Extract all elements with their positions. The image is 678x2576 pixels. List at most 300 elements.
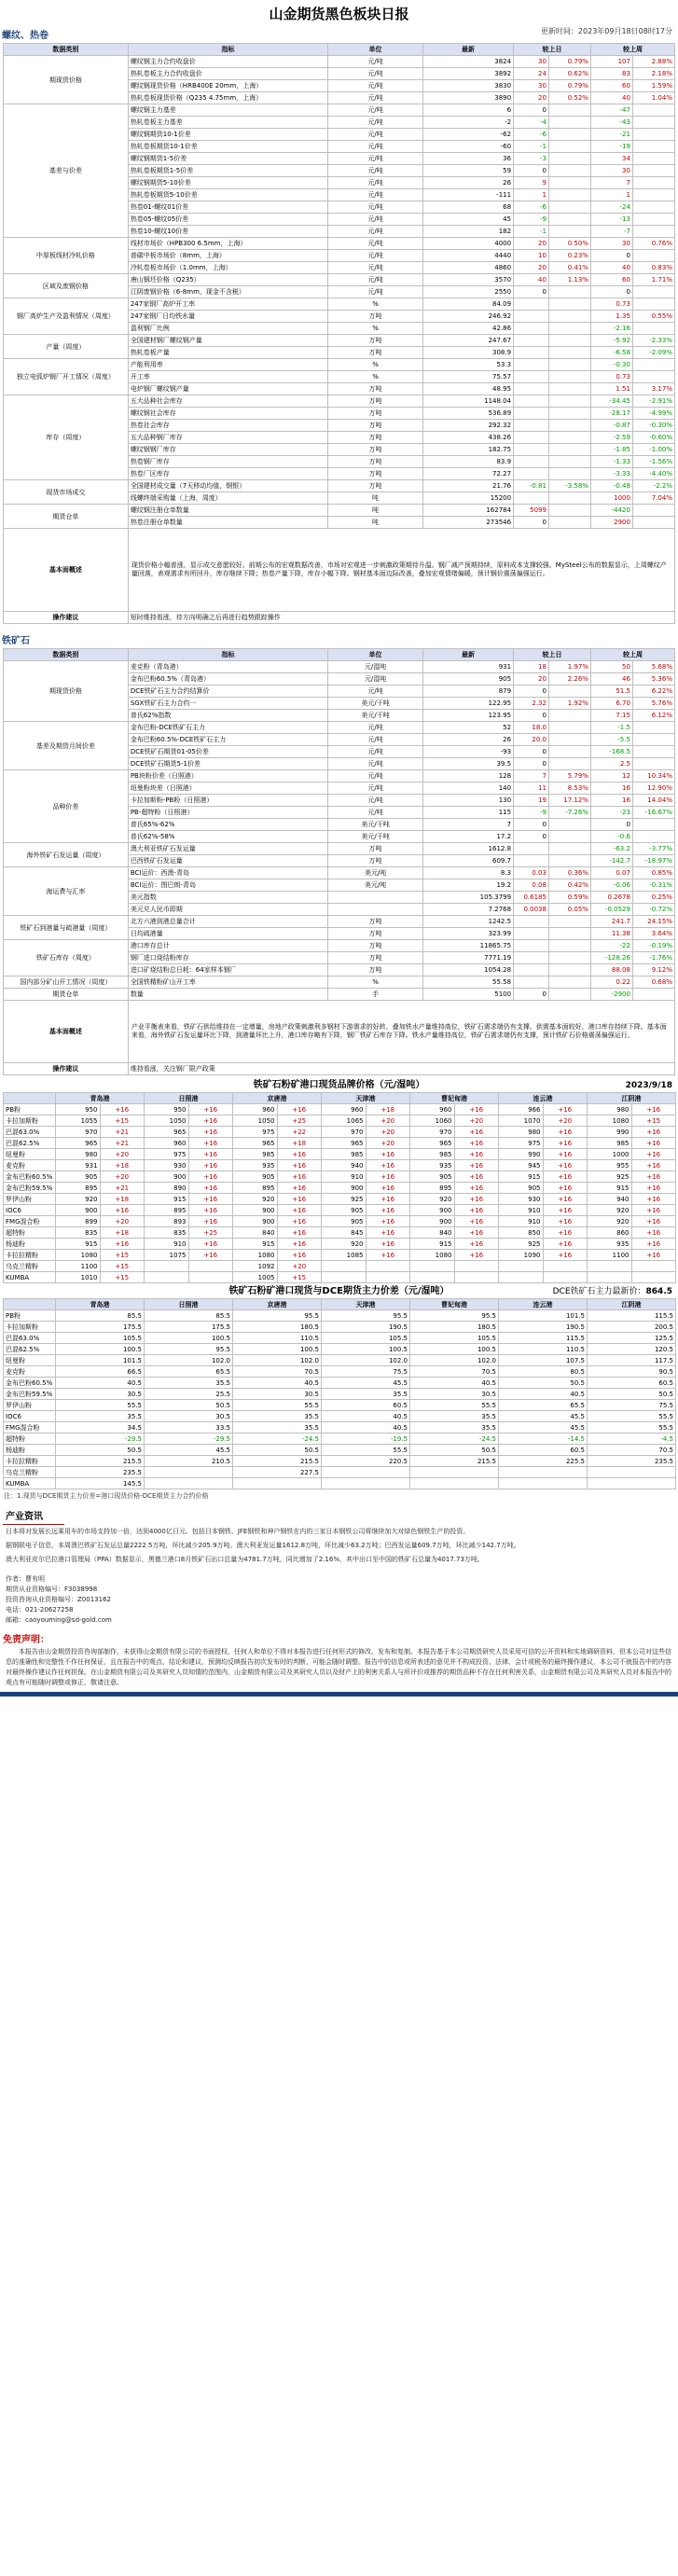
spot-row xyxy=(4,1261,676,1272)
steel-row-day-change: 24 xyxy=(514,68,549,80)
basis-row-name: 巴混62.5% xyxy=(4,1344,56,1355)
basis-row-name: 杨迪粉 xyxy=(4,1445,56,1456)
steel-row-day-change: 20 xyxy=(514,262,549,274)
steel-row-indicator: 电炉钢厂螺纹钢产量 xyxy=(128,383,327,395)
spot-row-price: 945 xyxy=(499,1160,544,1171)
ore-fundamental-text: 产业平衡表来看，铁矿石供给维持在一定增量，房地产政策刺激利多钢材下游需求的好转，叠加铁水产量维持高位，铁矿石需求端仍有支撑。供需基本面较好，港口库存持续下降。基本面来看，海外铁矿石发运量环比下降，到港量环比上升，港口库存略有下降，钢厂铁矿石库存下降。铁水产量维持高位，铁矿石需求端仍有支撑，预计铁矿石价格震荡偏强运行。 xyxy=(128,1001,674,1063)
spot-row-change: +18 xyxy=(100,1227,145,1239)
basis-row-value xyxy=(145,1467,233,1478)
steel-row-unit: 万吨 xyxy=(328,335,423,347)
steel-row-unit: 万吨 xyxy=(328,468,423,480)
author-line: 电话：021-20627258 xyxy=(6,1606,74,1613)
basis-row xyxy=(4,1322,676,1333)
basis-port-header: 曹妃甸港 xyxy=(410,1299,499,1310)
spot-row-change: +16 xyxy=(277,1250,322,1261)
spot-row-price: 960 xyxy=(145,1138,189,1149)
spot-row-name: 巴混63.0% xyxy=(4,1127,56,1138)
ore-row-latest: 26 xyxy=(422,734,513,746)
spot-row-change: +18 xyxy=(100,1194,145,1205)
steel-row-day-pct xyxy=(548,383,590,395)
ore-row xyxy=(4,722,675,734)
col-unit: 单位 xyxy=(328,44,423,56)
ore-row-day-change: 0 xyxy=(514,686,549,698)
basis-row-value: 45.5 xyxy=(499,1411,588,1422)
spot-row-price: 980 xyxy=(499,1127,544,1138)
steel-row-day-change xyxy=(514,311,549,323)
steel-row-day-change xyxy=(514,335,549,347)
ore-row-indicator: 美元指数 xyxy=(128,892,327,904)
steel-row-day-change xyxy=(514,468,549,480)
ore-row-week-pct: -16.67% xyxy=(632,807,674,819)
steel-row-unit: 万吨 xyxy=(328,311,423,323)
basis-row-value: 35.5 xyxy=(410,1422,499,1433)
steel-row-indicator: 螺纹钢期货1-5价差 xyxy=(128,153,327,165)
ore-row-unit: 元/吨 xyxy=(328,807,423,819)
ore-row-week-pct xyxy=(632,734,674,746)
basis-row-value: 35.5 xyxy=(233,1411,322,1422)
spot-row-change: +16 xyxy=(631,1104,676,1115)
ore-row-day-change xyxy=(514,952,549,964)
steel-row-day-pct xyxy=(548,505,590,517)
steel-row-unit: 元/吨 xyxy=(328,177,423,189)
steel-row-latest: 247.67 xyxy=(422,335,513,347)
spot-row-change: +16 xyxy=(188,1104,233,1115)
ore-row-category: 海外铁矿石发运量（周度） xyxy=(4,843,129,867)
spot-row-price: 965 xyxy=(145,1127,189,1138)
ore-row-week-pct: 5.76% xyxy=(632,698,674,710)
ore-row-week-change: 2.5 xyxy=(590,758,632,770)
steel-row-week-change: -0.87 xyxy=(590,420,632,432)
steel-row-day-pct xyxy=(548,165,590,177)
steel-row-day-change: 0 xyxy=(514,165,549,177)
ore-row-day-change xyxy=(514,855,549,867)
steel-operation-text: 短时维持看涨，待方向明确之后再进行趋势跟踪操作 xyxy=(128,612,674,624)
steel-row-latest: 4440 xyxy=(422,250,513,262)
spot-row-change: +16 xyxy=(100,1239,145,1250)
ore-row-unit: 美元/干吨 xyxy=(328,819,423,831)
steel-row-indicator: 热卷注册仓单数量 xyxy=(128,517,327,529)
steel-row-day-change xyxy=(514,408,549,420)
spot-row-change: +15 xyxy=(100,1272,145,1283)
steel-row-day-pct xyxy=(548,189,590,201)
steel-row-week-change: 107 xyxy=(590,56,632,68)
basis-row-value: 40.5 xyxy=(322,1422,410,1433)
spot-row-price: 1100 xyxy=(56,1261,101,1272)
spot-row-price: 950 xyxy=(145,1104,189,1115)
spot-row-price: 965 xyxy=(56,1138,101,1149)
spot-row-change: +16 xyxy=(631,1216,676,1227)
steel-row-latest: 292.32 xyxy=(422,420,513,432)
ore-operation-label: 操作建议 xyxy=(4,1063,129,1075)
basis-row-value: 30.5 xyxy=(56,1389,145,1400)
basis-row-value: 30.5 xyxy=(233,1389,322,1400)
basis-row-value: 40.5 xyxy=(233,1378,322,1389)
basis-row-value: 30.5 xyxy=(410,1389,499,1400)
spot-row-price xyxy=(322,1261,367,1272)
ore-row xyxy=(4,989,675,1001)
spot-row-change: +16 xyxy=(543,1239,588,1250)
ore-row-unit: 元/吨 xyxy=(328,722,423,734)
steel-row-week-change: -1.85 xyxy=(590,444,632,456)
spot-row-change: +20 xyxy=(366,1115,410,1127)
basis-row-name: 罗伊山粉 xyxy=(4,1400,56,1411)
spot-row-change: +16 xyxy=(454,1183,499,1194)
steel-row-week-pct xyxy=(632,141,674,153)
ore-row-week-change: -0.06 xyxy=(590,879,632,892)
ore-row-unit: 万吨 xyxy=(328,964,423,976)
basis-row-value: 105.5 xyxy=(56,1333,145,1344)
spot-row-price: 910 xyxy=(499,1216,544,1227)
steel-fundamental-text: 现货价格小幅普涨，显示成交意愿较好。前期公布的宏观数据改善，市场对宏观进一步刺激政策期待升温。钢厂减产预期持续，原料成本支撑较强。MySteel公布的数据显示，上周螺纹产量回落，表观需求有所回升，库存继续下降；热卷产量下降，库存小幅下降。钢材基本面边际改善，叠加宏观情绪偏暖，预计钢价震荡偏强运行。 xyxy=(128,529,674,612)
steel-row-week-change: -21 xyxy=(590,129,632,141)
ore-operation-text: 维持看涨，关注钢厂限产政策 xyxy=(128,1063,674,1075)
spot-row-change xyxy=(631,1261,676,1272)
steel-row-day-change: -1 xyxy=(514,141,549,153)
ore-col-indicator: 指标 xyxy=(128,649,327,661)
spot-row-price: 920 xyxy=(56,1194,101,1205)
steel-row-indicator: 盈利钢厂比例 xyxy=(128,323,327,335)
spot-port-header: 曹妃甸港 xyxy=(410,1093,499,1104)
spot-row-change: +21 xyxy=(100,1138,145,1149)
steel-row xyxy=(4,359,675,371)
basis-row xyxy=(4,1422,676,1433)
steel-row-day-pct xyxy=(548,408,590,420)
steel-row-week-pct xyxy=(632,298,674,311)
basis-title xyxy=(0,1285,678,1298)
spot-row-price: 893 xyxy=(145,1216,189,1227)
basis-row-value: 102.0 xyxy=(410,1355,499,1366)
steel-row-latest: 45 xyxy=(422,214,513,226)
steel-row-week-pct: 3.17% xyxy=(632,383,674,395)
spot-row-change: +16 xyxy=(366,1160,410,1171)
ore-row-week-pct: 0.85% xyxy=(632,867,674,879)
ore-row-week-change: 16 xyxy=(590,795,632,807)
basis-row-value: 145.5 xyxy=(56,1478,145,1489)
basis-row-value: 75.5 xyxy=(588,1400,676,1411)
steel-row-day-change: 20 xyxy=(514,238,549,250)
steel-operation-label: 操作建议 xyxy=(4,612,129,624)
spot-row-change: +16 xyxy=(277,1239,322,1250)
ore-row-day-pct: -7.26% xyxy=(548,807,590,819)
basis-row-name: KUMBA xyxy=(4,1478,56,1489)
col-vs-prev: 较上日 xyxy=(514,44,591,56)
ore-row-day-pct xyxy=(548,746,590,758)
steel-row-day-pct xyxy=(548,492,590,505)
basis-dce xyxy=(553,1285,672,1298)
industry-title: 产业资讯 xyxy=(3,1503,64,1525)
steel-row-week-pct xyxy=(632,371,674,383)
ore-row-day-change: 18.0 xyxy=(514,722,549,734)
spot-row-price: 895 xyxy=(233,1183,278,1194)
spot-row-price: 915 xyxy=(145,1194,189,1205)
basis-row-value: 70.5 xyxy=(588,1445,676,1456)
spot-row xyxy=(4,1205,676,1216)
spot-row-name: 卡拉加斯粉 xyxy=(4,1115,56,1127)
ore-row-week-pct xyxy=(632,722,674,734)
spot-row-price: 985 xyxy=(322,1149,367,1160)
steel-row-day-pct xyxy=(548,444,590,456)
basis-row-value: 175.5 xyxy=(56,1322,145,1333)
steel-row-day-pct xyxy=(548,298,590,311)
steel-row-week-change: -2.59 xyxy=(590,432,632,444)
basis-row-value: 55.5 xyxy=(56,1400,145,1411)
steel-fundamental-label: 基本面概述 xyxy=(4,529,129,612)
ore-row-unit xyxy=(328,892,423,904)
steel-row-day-pct: 1.13% xyxy=(548,274,590,286)
ore-row-latest: 1612.8 xyxy=(422,843,513,855)
spot-row-change: +16 xyxy=(454,1194,499,1205)
ore-row-category: 国内部分矿山开工情况（周度） xyxy=(4,976,129,989)
steel-row-week-change: 1.51 xyxy=(590,383,632,395)
steel-row-unit: 元/吨 xyxy=(328,226,423,238)
spot-row-price: 1100 xyxy=(588,1250,632,1261)
spot-row-change: +16 xyxy=(454,1160,499,1171)
spot-row-price: 970 xyxy=(410,1127,455,1138)
steel-row-week-pct xyxy=(632,129,674,141)
spot-row xyxy=(4,1250,676,1261)
ore-row-indicator: DCE铁矿石期货5-1价差 xyxy=(128,758,327,770)
spot-row-price: 1005 xyxy=(233,1272,278,1283)
basis-row-value: 85.5 xyxy=(145,1310,233,1322)
spot-row xyxy=(4,1171,676,1183)
spot-row-change: +15 xyxy=(100,1115,145,1127)
spot-row-change: +16 xyxy=(188,1183,233,1194)
basis-row-value: -14.5 xyxy=(499,1433,588,1445)
steel-row-latest: 182.75 xyxy=(422,444,513,456)
ore-row-week-change: 50 xyxy=(590,661,632,673)
ore-row-day-pct xyxy=(548,819,590,831)
steel-row-day-pct: 0.50% xyxy=(548,238,590,250)
steel-row-unit: 元/吨 xyxy=(328,189,423,201)
steel-row-week-pct: -2.33% xyxy=(632,335,674,347)
spot-row-price: 910 xyxy=(145,1239,189,1250)
spot-row-change: +25 xyxy=(188,1227,233,1239)
basis-row-value: 30.5 xyxy=(145,1411,233,1422)
spot-row-price xyxy=(145,1261,189,1272)
spot-row-change: +16 xyxy=(454,1227,499,1239)
ore-row xyxy=(4,940,675,952)
ore-row-week-change: -0.0529 xyxy=(590,904,632,916)
basis-row-value: 35.5 xyxy=(233,1422,322,1433)
spot-row-change: +16 xyxy=(188,1239,233,1250)
steel-row-week-pct: 0.83% xyxy=(632,262,674,274)
steel-row-latest: -111 xyxy=(422,189,513,201)
steel-row-day-change: -6 xyxy=(514,201,549,214)
steel-row xyxy=(4,56,675,68)
spot-row-change: +16 xyxy=(543,1227,588,1239)
basis-row-value: -29.5 xyxy=(145,1433,233,1445)
ore-row xyxy=(4,843,675,855)
spot-row-change xyxy=(188,1272,233,1283)
ore-row-day-pct: 2.26% xyxy=(548,673,590,686)
spot-row-price: 950 xyxy=(56,1104,101,1115)
basis-row-value: 215.5 xyxy=(56,1456,145,1467)
steel-row-week-change: -19 xyxy=(590,141,632,153)
basis-port-header: 青岛港 xyxy=(56,1299,145,1310)
spot-row-change: +16 xyxy=(631,1171,676,1183)
basis-row xyxy=(4,1456,676,1467)
basis-row-value: 107.5 xyxy=(499,1355,588,1366)
spot-row-name: 巴混62.5% xyxy=(4,1138,56,1149)
steel-row-latest: 162784 xyxy=(422,505,513,517)
spot-row xyxy=(4,1272,676,1283)
steel-row-week-pct xyxy=(632,104,674,117)
basis-row-value: 55.5 xyxy=(588,1422,676,1433)
steel-row-latest: 21.76 xyxy=(422,480,513,492)
basis-row-value: 50.5 xyxy=(56,1445,145,1456)
steel-row-week-change: 0.73 xyxy=(590,371,632,383)
ore-row-indicator: 普氏62%指数 xyxy=(128,710,327,722)
ore-row-latest: 323.99 xyxy=(422,928,513,940)
basis-row-name: 金布巴粉60.5% xyxy=(4,1378,56,1389)
ore-row-day-change: 2.32 xyxy=(514,698,549,710)
ore-row-unit: 万吨 xyxy=(328,916,423,928)
spot-row-change: +16 xyxy=(454,1250,499,1261)
basis-row-value: 95.5 xyxy=(145,1344,233,1355)
basis-row-value xyxy=(410,1478,499,1489)
steel-row xyxy=(4,238,675,250)
basis-row-name: 巴混63.0% xyxy=(4,1333,56,1344)
spot-row-change: +16 xyxy=(188,1127,233,1138)
ore-row-unit: 元/吨 xyxy=(328,795,423,807)
ore-row-indicator: BCI运价：图巴朗-青岛 xyxy=(128,879,327,892)
ore-row-indicator: 全国铁精粉矿山开工率 xyxy=(128,976,327,989)
steel-row-week-pct: -4.99% xyxy=(632,408,674,420)
spot-row-price: 1060 xyxy=(410,1115,455,1127)
spot-row-change: +16 xyxy=(454,1239,499,1250)
spot-port-header: 京唐港 xyxy=(233,1093,322,1104)
industry-news xyxy=(0,1525,678,1567)
steel-row-latest: 6 xyxy=(422,104,513,117)
steel-row-indicator: 螺纹钢注册仓单数量 xyxy=(128,505,327,517)
steel-row-latest: 3824 xyxy=(422,56,513,68)
steel-row-day-change xyxy=(514,395,549,408)
steel-row-category: 独立电弧炉钢厂开工情况（周度） xyxy=(4,359,129,395)
basis-row xyxy=(4,1378,676,1389)
steel-row-unit: 万吨 xyxy=(328,456,423,468)
ore-row-day-change: 20 xyxy=(514,673,549,686)
spot-row xyxy=(4,1160,676,1171)
spot-row-price: 895 xyxy=(145,1205,189,1216)
steel-row-day-pct xyxy=(548,129,590,141)
ore-row-week-change: 51.5 xyxy=(590,686,632,698)
spot-row-price: 930 xyxy=(145,1160,189,1171)
spot-row-price: 1080 xyxy=(56,1250,101,1261)
steel-row-latest: 536.89 xyxy=(422,408,513,420)
author-info xyxy=(0,1574,678,1626)
ore-row-day-change xyxy=(514,928,549,940)
steel-row-indicator: 热轧卷板期货10-1价差 xyxy=(128,141,327,153)
spot-row-price: 850 xyxy=(499,1227,544,1239)
steel-row-day-pct xyxy=(548,517,590,529)
spot-row-change xyxy=(188,1261,233,1272)
steel-row-latest: 4000 xyxy=(422,238,513,250)
steel-row-week-pct: 2.88% xyxy=(632,56,674,68)
steel-row-indicator: 热轧卷板产量 xyxy=(128,347,327,359)
ore-row-day-pct: 1.92% xyxy=(548,698,590,710)
spot-row-price: 1075 xyxy=(145,1250,189,1261)
basis-row-value xyxy=(145,1478,233,1489)
steel-row-unit: 元/吨 xyxy=(328,129,423,141)
steel-row-latest: -62 xyxy=(422,129,513,141)
steel-row-day-pct xyxy=(548,371,590,383)
steel-row-indicator: 热卷钢厂库存 xyxy=(128,456,327,468)
spot-row-price xyxy=(499,1272,544,1283)
spot-row-price: 965 xyxy=(322,1138,367,1149)
steel-row-unit: 元/吨 xyxy=(328,165,423,177)
spot-row-price: 935 xyxy=(233,1160,278,1171)
spot-row-price: 1055 xyxy=(56,1115,101,1127)
ore-row-latest: 5100 xyxy=(422,989,513,1001)
steel-row-day-change: 10 xyxy=(514,250,549,262)
spot-row-price: 900 xyxy=(410,1205,455,1216)
ore-row-day-change: 0 xyxy=(514,831,549,843)
steel-row-week-pct: 0.76% xyxy=(632,238,674,250)
spot-row-change: +16 xyxy=(366,1250,410,1261)
ore-row-day-pct: 0.05% xyxy=(548,904,590,916)
spot-row-price: 1080 xyxy=(233,1250,278,1261)
spot-row-price: 915 xyxy=(499,1171,544,1183)
steel-row-day-pct xyxy=(548,153,590,165)
ore-row-week-pct: -0.72% xyxy=(632,904,674,916)
basis-row-value: 105.5 xyxy=(322,1333,410,1344)
spot-row-change: +16 xyxy=(366,1183,410,1194)
ore-row-day-pct xyxy=(548,855,590,867)
spot-row-price: 905 xyxy=(499,1183,544,1194)
basis-title-text: 铁矿石粉矿港口现货与DCE期货主力价差（元/湿吨） xyxy=(228,1286,450,1296)
steel-row-day-pct xyxy=(548,286,590,298)
steel-row-unit: 元/吨 xyxy=(328,250,423,262)
basis-note: 注：1.现货与DCE期货主力价差=港口现货价格-DCE期货主力合约价格 xyxy=(4,1492,209,1500)
ore-row-unit: 元/吨 xyxy=(328,770,423,782)
basis-row xyxy=(4,1433,676,1445)
basis-row-value: 110.5 xyxy=(233,1333,322,1344)
ore-row-day-pct xyxy=(548,758,590,770)
steel-row xyxy=(4,335,675,347)
spot-row-price: 935 xyxy=(588,1239,632,1250)
basis-row xyxy=(4,1445,676,1456)
ore-row-latest: -93 xyxy=(422,746,513,758)
steel-row-day-change: 1 xyxy=(514,189,549,201)
steel-row-indicator: 热卷社会库存 xyxy=(128,420,327,432)
steel-row-week-change: 1 xyxy=(590,189,632,201)
steel-row-indicator: 冷轧卷板市场价（1.0mm，上海） xyxy=(128,262,327,274)
spot-row-price: 900 xyxy=(322,1183,367,1194)
spot-row-price: 960 xyxy=(233,1104,278,1115)
ore-row-indicator: 巴西铁矿石发运量 xyxy=(128,855,327,867)
ore-row-week-pct: -1.76% xyxy=(632,952,674,964)
basis-row-value: 40.5 xyxy=(56,1378,145,1389)
ore-row-week-change: -128.26 xyxy=(590,952,632,964)
basis-row-value: 95.5 xyxy=(410,1310,499,1322)
steel-row-unit: 元/吨 xyxy=(328,274,423,286)
ore-row-week-change: 7.15 xyxy=(590,710,632,722)
steel-row-unit: 万吨 xyxy=(328,480,423,492)
steel-row-latest: 3830 xyxy=(422,80,513,92)
ore-row-latest: 52 xyxy=(422,722,513,734)
spot-row-price: 915 xyxy=(233,1239,278,1250)
spot-row xyxy=(4,1194,676,1205)
basis-row-value: 100.5 xyxy=(145,1333,233,1344)
ore-row-unit: 万吨 xyxy=(328,855,423,867)
basis-row-value: 45.5 xyxy=(499,1422,588,1433)
steel-row-week-change: -28.17 xyxy=(590,408,632,420)
steel-row-indicator: 江阴废钢价格（6-8mm，现金不含税） xyxy=(128,286,327,298)
steel-row-indicator: 247家钢厂高炉开工率 xyxy=(128,298,327,311)
steel-row-unit: 元/吨 xyxy=(328,286,423,298)
spot-row-change: +16 xyxy=(277,1183,322,1194)
spot-row-price: 900 xyxy=(410,1216,455,1227)
